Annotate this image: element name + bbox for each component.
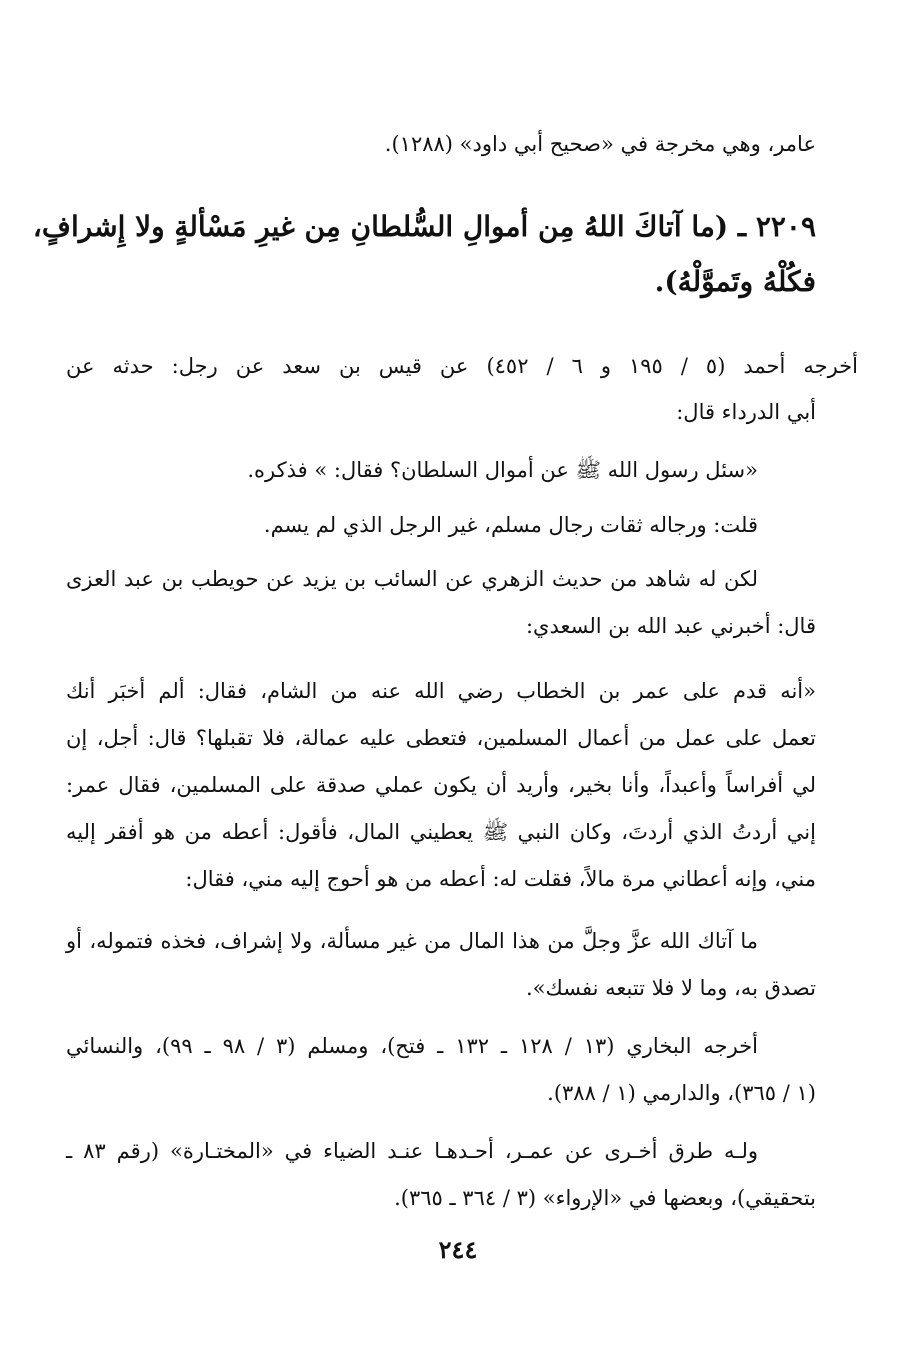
paragraph-line: «سئل رسول الله ﷺ عن أموال السلطان؟ فقال: » فذكره. [247,458,758,482]
hadith-heading-line-2: فكُلْهُ وتَموَّلْهُ). [654,265,816,298]
paragraph-line: قلت: ورجاله ثقات رجال مسلم، غير الرجل الذي لم يسم. [263,513,758,537]
paragraph-line: لي أفراساً وأعبداً، وأنا بخير، وأريد أن يكون عملي صدقة على المسلمين، فقال عمر: [66,773,816,797]
paragraph-line: أبي الدرداء قال: [676,400,816,424]
paragraph-line: تعمل على عمل من أعمال المسلمين، فتعطى عليه عمالة، فلا تقبلها؟ قال: أجل، إن [66,726,816,750]
paragraph-line: أخرجه أحمد (٥ / ١٩٥ و ٦ / ٤٥٢) عن قيس بن سعد عن رجل: حدثه عن [66,354,858,378]
paragraph-line: بتحقيقي)، وبعضها في «الإرواء» (٣ / ٣٦٤ ـ ٣٦٥). [394,1186,816,1210]
paragraph-line: إني أردتُ الذي أردتَ، وكان النبي ﷺ يعطيني المال، فأقول: أعطه من هو أفقر إليه [66,820,816,844]
hadith-heading-line-1: ٢٢٠٩ ـ (ما آتاكَ اللهُ مِن أموالِ السُّلطانِ مِن غيرِ مَسْألةٍ ولا إِشرافٍ، [32,210,816,243]
paragraph-line: مني، وإنه أعطاني مرة مالاً، فقلت له: أعطه من هو أحوج إليه مني، فقال: [185,867,816,891]
paragraph-line: لكن له شاهد من حديث الزهري عن السائب بن يزيد عن حويطب بن عبد العزى [66,567,758,591]
paragraph-line: (١ / ٣٦٥)، والدارمي (١ / ٣٨٨). [547,1081,816,1105]
paragraph-line: أخرجه البخاري (١٣ / ١٢٨ ـ ١٣٢ ـ فتح)، ومسلم (٣ / ٩٨ ـ ٩٩)، والنسائي [66,1034,758,1058]
paragraph-line: قال: أخبرني عبد الله بن السعدي: [525,614,816,638]
paragraph-line: تصدق به، وما لا فلا تتبعه نفسك». [526,976,816,1000]
paragraph-line: ما آتاك الله عزَّ وجلَّ من هذا المال من غير مسألة، ولا إشراف، فخذه فتموله، أو [66,929,758,953]
page-number: ٢٤٤ [438,1235,478,1264]
paragraph-line: ولـه طرق أخـرى عن عمـر، أحـدهـا عنـد الضياء في «المختـارة» (رقم ٨٣ ـ [66,1139,758,1163]
intro-line: عامر، وهي مخرجة في «صحيح أبي داود» (١٢٨٨). [384,132,816,156]
paragraph-line: «أنه قدم على عمر بن الخطاب رضي الله عنه من الشام، فقال: ألم أخبَر أنك [66,679,816,703]
